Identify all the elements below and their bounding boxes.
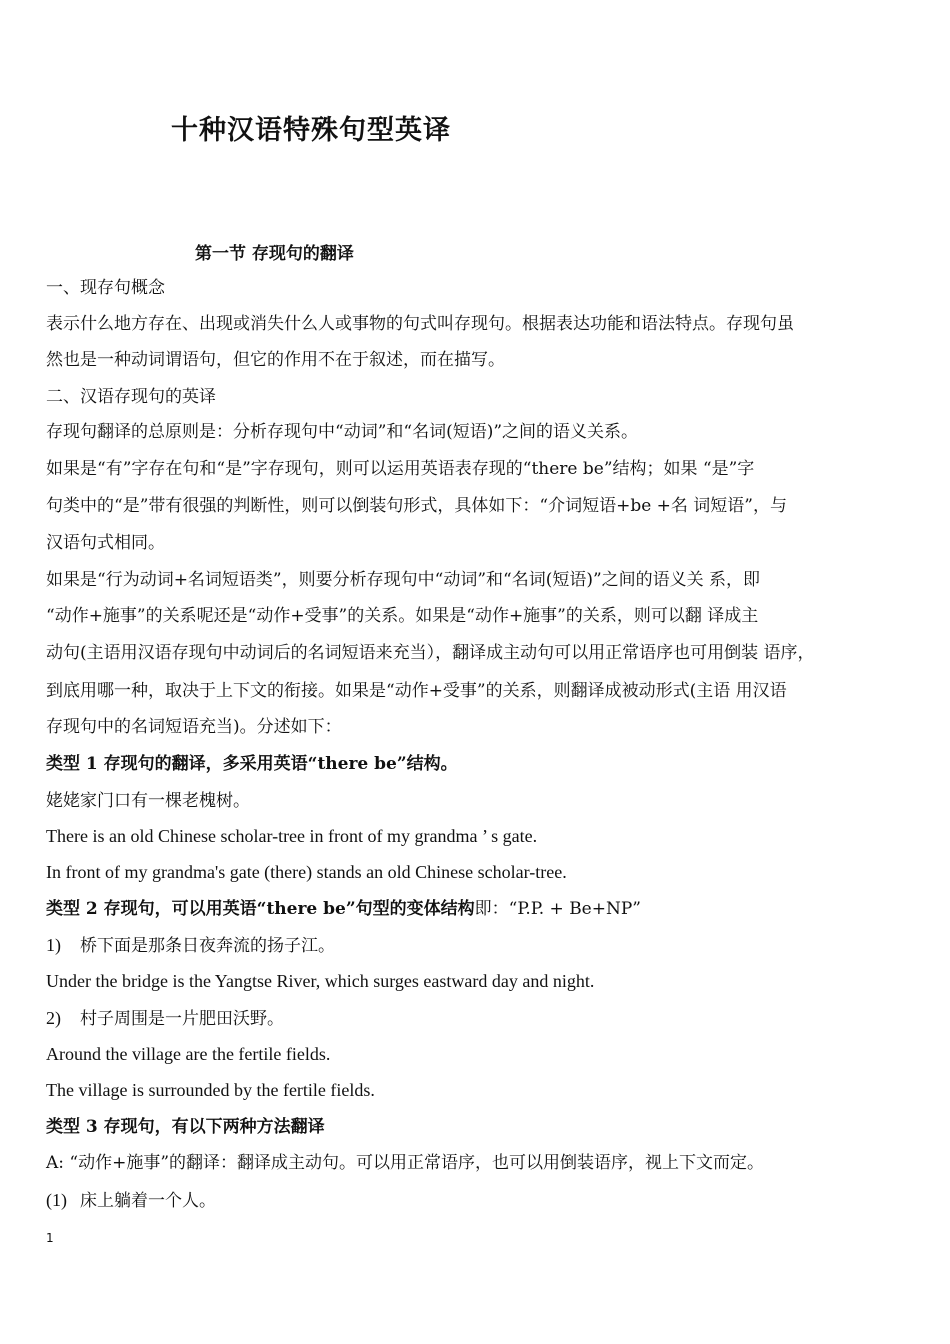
- numbered-example: [46, 1007, 284, 1030]
- item-number: 1): [46, 935, 61, 955]
- type-heading: 类型 3 存现句，有以下两种方法翻译: [46, 1117, 325, 1137]
- type-heading: 类型 2 存现句，可以用英语“there be”句型的变体结构: [46, 899, 475, 919]
- numbered-example: [46, 1189, 216, 1212]
- example-chinese: 姥姥家门口有一棵老槐树。: [46, 791, 250, 811]
- example-chinese: 村子周围是一片肥田沃野。: [80, 1009, 284, 1029]
- paragraph-line: 存现句中的名词短语充当)。分述如下：: [46, 717, 342, 737]
- paragraph-line: 汉语句式相同。: [46, 533, 165, 553]
- paragraph-line: 句类中的“是”带有很强的判断性，则可以倒装句形式，具体如下：“介词短语+be +名 词短语”，与: [46, 496, 788, 516]
- type-heading-line: [46, 898, 641, 920]
- paragraph-line: A: “动作+施事”的翻译：翻译成主动句。可以用正常语序，也可以用倒装语序，视上下文而定。: [46, 1153, 765, 1173]
- example-chinese: 桥下面是那条日夜奔流的扬子江。: [80, 936, 335, 956]
- formula-text: 即：“P.P. + Be+NP”: [474, 899, 641, 919]
- numbered-example: [46, 934, 335, 957]
- item-number: 2): [46, 1008, 61, 1028]
- example-english: Around the village are the fertile fields.: [46, 1044, 331, 1064]
- paragraph-line: 如果是“行为动词+名词短语类”，则要分析存现句中“动词”和“名词(短语)”之间的语义关 系，即: [46, 570, 761, 590]
- page-number: 1: [46, 1231, 54, 1245]
- section-title: 第一节 存现句的翻译: [195, 244, 354, 264]
- type-heading: 类型 1 存现句的翻译，多采用英语“there be”结构。: [46, 754, 458, 774]
- example-english: In front of my grandma's gate (there) stands an old Chinese scholar-tree.: [46, 862, 567, 882]
- document-title: 十种汉语特殊句型英译: [171, 115, 451, 146]
- paragraph-line: 二、汉语存现句的英译: [46, 387, 216, 407]
- example-english: There is an old Chinese scholar-tree in front of my grandma ’ s gate.: [46, 826, 538, 846]
- example-english: Under the bridge is the Yangtse River, which surges eastward day and night.: [46, 971, 595, 991]
- paragraph-line: 然也是一种动词谓语句，但它的作用不在于叙述，而在描写。: [46, 350, 505, 370]
- example-english: The village is surrounded by the fertile fields.: [46, 1080, 375, 1100]
- paragraph-line: 存现句翻译的总原则是：分析存现句中“动词”和“名词(短语)”之间的语义关系。: [46, 422, 639, 442]
- item-number: (1): [46, 1190, 67, 1210]
- paragraph-line: 一、现存句概念: [46, 278, 165, 298]
- paragraph-line: 动句(主语用汉语存现句中动词后的名词短语来充当），翻译成主动句可以用正常语序也可用倒装 语序，: [46, 643, 815, 663]
- paragraph-line: 到底用哪一种，取决于上下文的衔接。如果是“动作+受事”的关系，则翻译成被动形式(主语 用汉语: [46, 681, 787, 701]
- paragraph-line: 如果是“有”字存在句和“是”字存现句，则可以运用英语表存现的“there be”结构；如果 “是”字: [46, 459, 755, 479]
- paragraph-line: “动作+施事”的关系呢还是“动作+受事”的关系。如果是“动作+施事”的关系，则可以翻 译成主: [46, 606, 759, 626]
- example-chinese: 床上躺着一个人。: [80, 1191, 216, 1211]
- paragraph-line: 表示什么地方存在、出现或消失什么人或事物的句式叫存现句。根据表达功能和语法特点。存现句虽: [46, 314, 794, 334]
